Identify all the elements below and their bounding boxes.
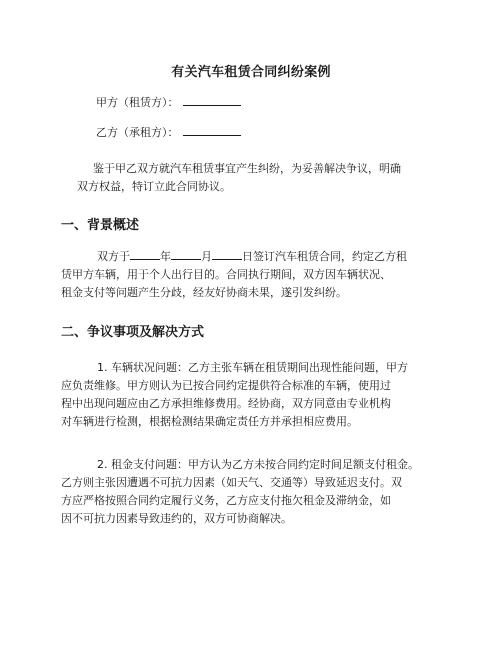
background-line: 租金支付等问题产生分歧，经友好协商未果，遂引发纠纷。 [61,286,347,299]
dispute-line: 因不可抗力因素导致违约的，双方可协商解决。 [61,512,292,525]
party-b-label: 乙方（承租方）： [96,126,179,139]
party-a-label: 甲方（租赁方）： [96,96,179,109]
dispute-line: 乙方则主张因遭遇不可抗力因素（如天气、交通等）导致延迟支付。双 [61,476,402,489]
intro-paragraph [77,160,421,196]
section-heading-disputes: 二、争议事项及解决方式 [61,325,205,340]
document-title: 有关汽车租赁合同纠纷案例 [171,65,331,80]
party-b-line [96,124,241,141]
background-line [61,248,425,266]
day-blank [212,248,242,260]
text-fragment: 月 [201,250,212,263]
dispute-line: 对车辆进行检测，根据检测结果确定责任方并承担相应费用。 [61,415,358,428]
party-a-blank [183,94,241,106]
dispute-line: 方应严格按照合同约定履行义务，乙方应支付拖欠租金及滞纳金，如 [61,494,391,507]
year-blank [130,248,160,260]
dispute-item-2 [61,456,425,528]
party-b-blank [183,124,241,136]
dispute-line: 2. 租金支付问题：甲方认为乙方未按合同约定时间足额支付租金。 [97,458,419,471]
dispute-line: 程中出现问题应由乙方承担维修费用。经协商，双方同意由专业机构 [61,397,391,410]
dispute-line: 应负责维修。甲方则认为已按合同约定提供符合标准的车辆，使用过 [61,379,391,392]
intro-line: 鉴于甲乙双方就汽车租赁事宜产生纠纷，为妥善解决争议，明确 [93,162,401,175]
dispute-item-1 [61,359,425,431]
section-heading-background: 一、背景概述 [61,218,140,233]
text-fragment: 双方于 [97,250,130,263]
month-blank [171,248,201,260]
background-paragraph [61,248,425,302]
party-a-line [96,94,241,111]
dispute-line: 1. 车辆状况问题：乙方主张车辆在租赁期间出现性能问题，甲方 [97,361,408,374]
text-fragment: 日签订汽车租赁合同，约定乙方租 [242,250,407,263]
text-fragment: 年 [160,250,171,263]
background-line: 赁甲方车辆，用于个人出行目的。合同执行期间，双方因车辆状况、 [61,268,391,281]
intro-line: 双方权益，特订立此合同协议。 [77,180,231,193]
